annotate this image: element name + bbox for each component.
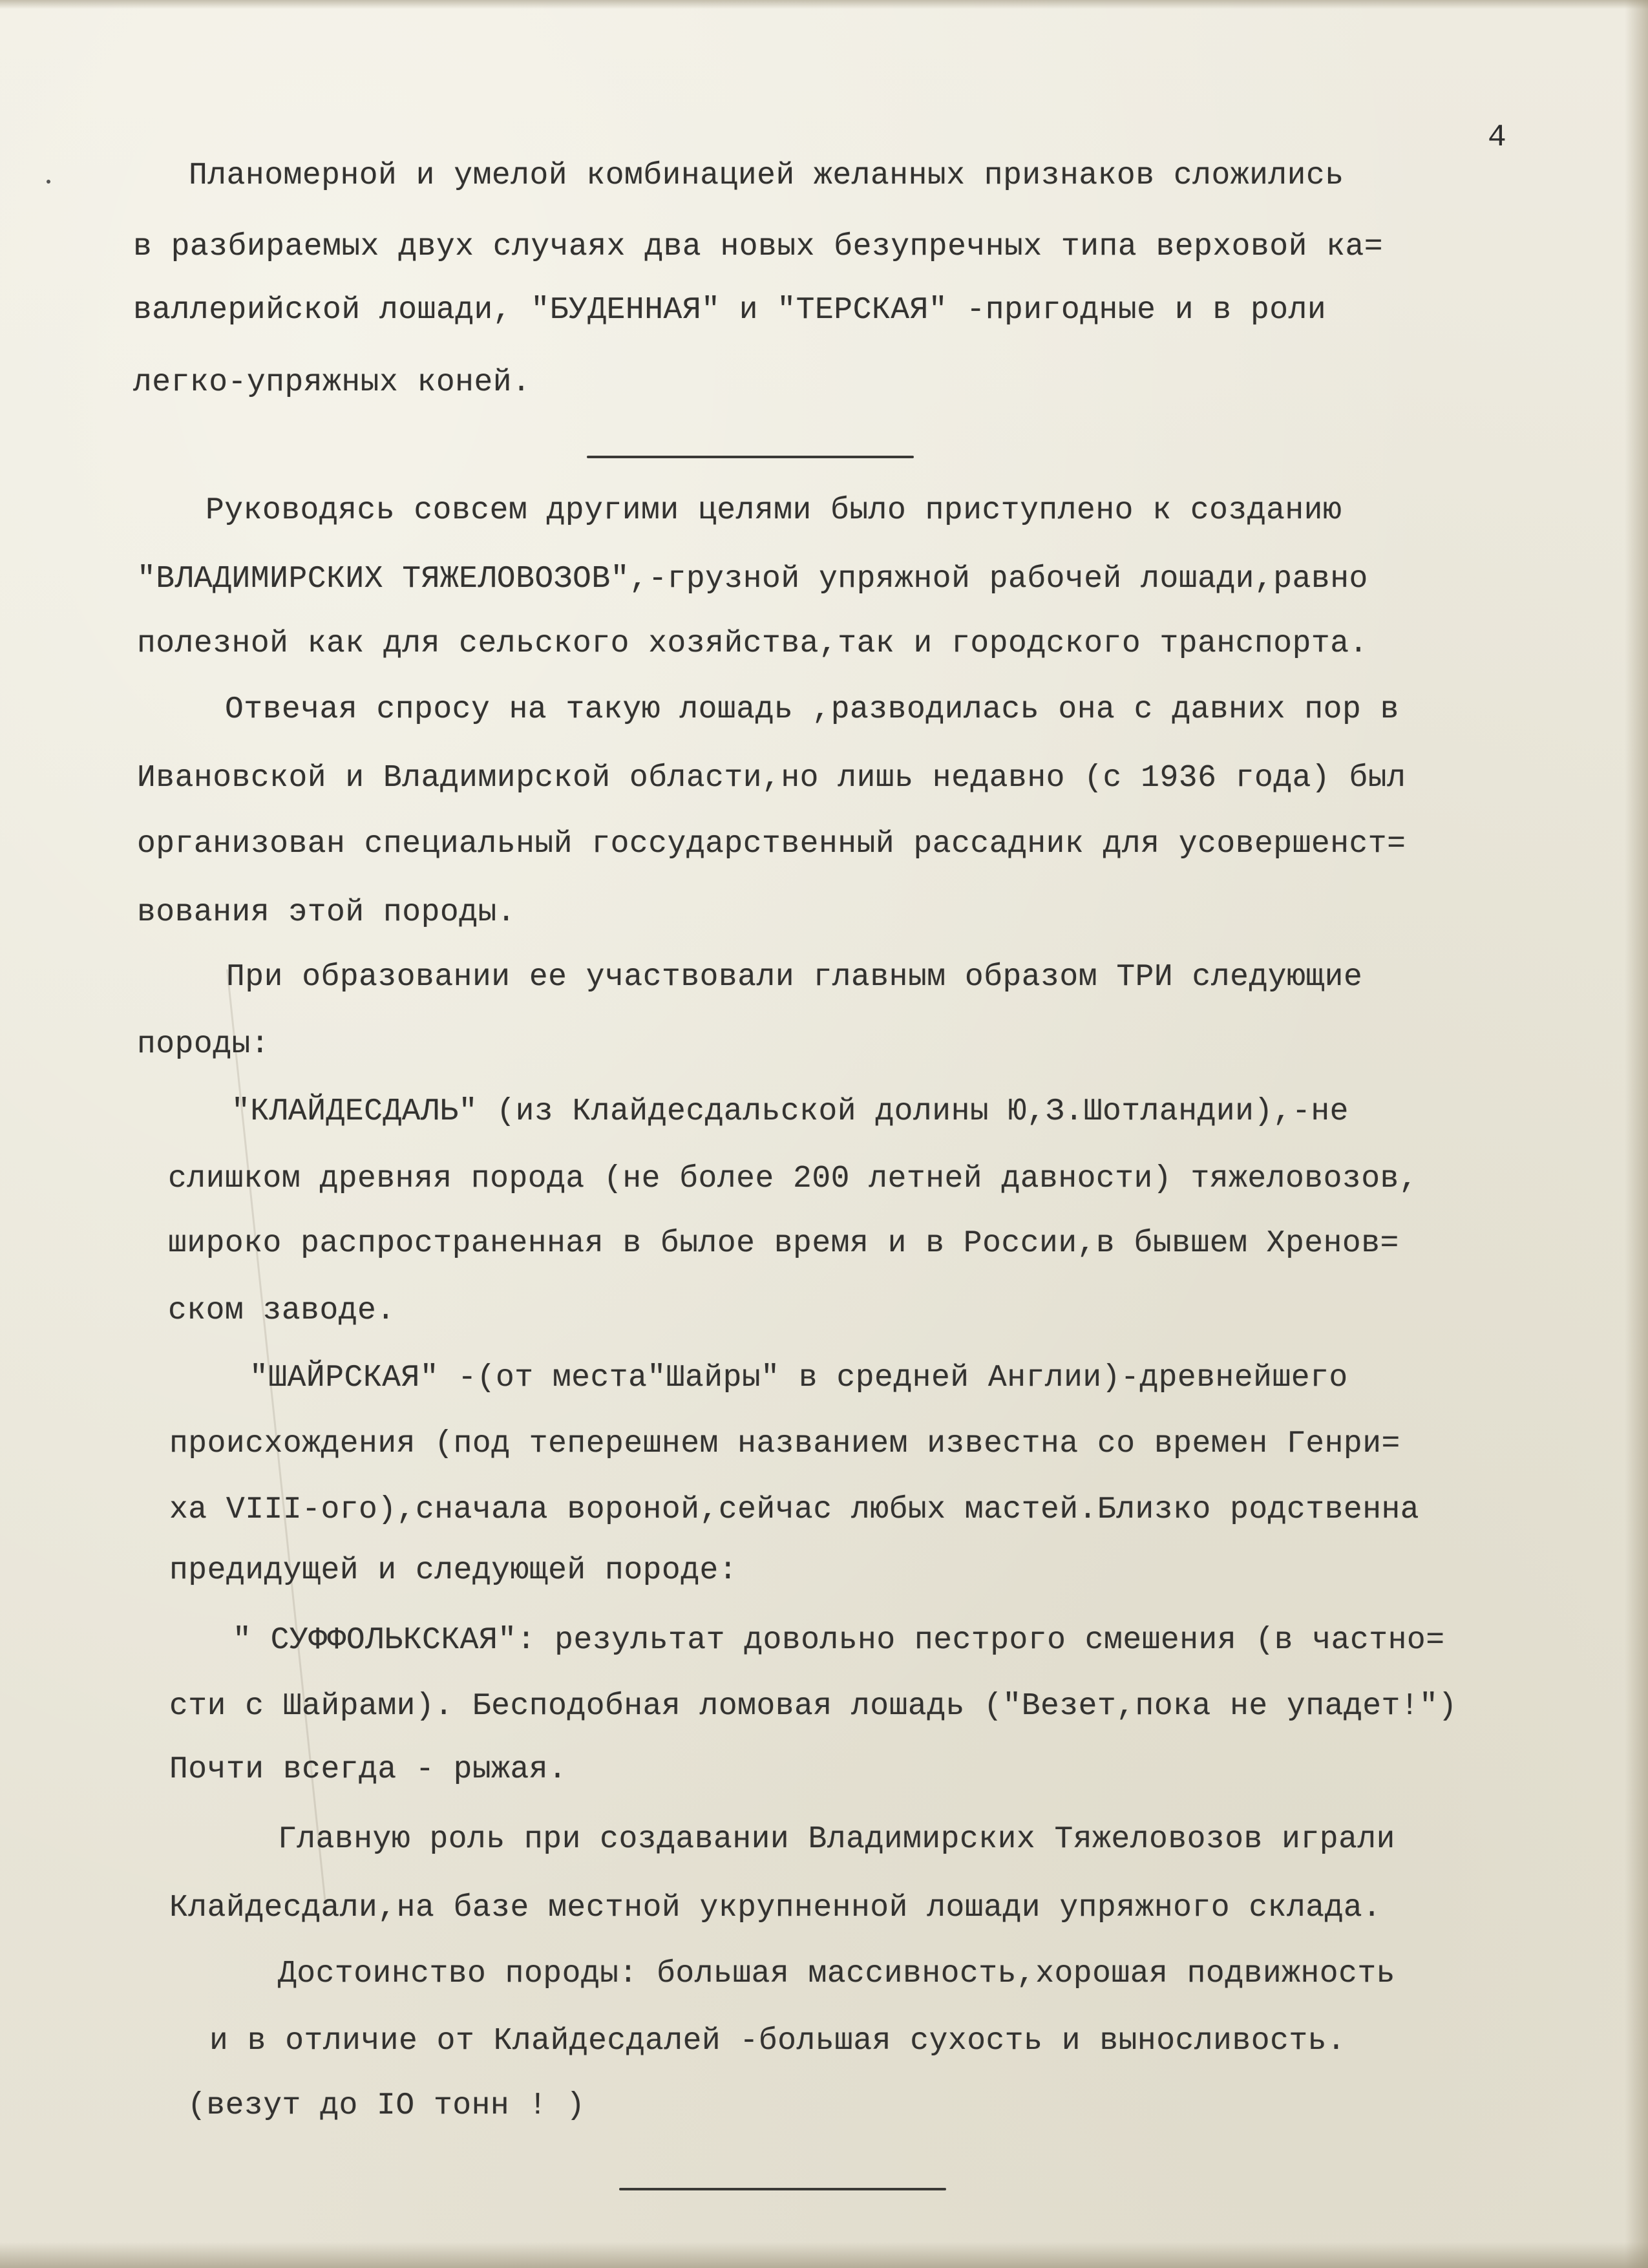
text-line: " СУФФОЛЬКСКАЯ": результат довольно пестрого смешения (в частно= (233, 1623, 1445, 1658)
text-line: Планомерной и умелой комбинацией желанных признаков сложились (189, 158, 1344, 193)
text-line: "ШАЙРСКАЯ" -(от места"Шайры" в средней Англии)-древнейшего (249, 1361, 1348, 1395)
text-line: слишком древняя порода (не более 200 летней давности) тяжеловозов, (168, 1161, 1419, 1196)
text-line: (везут до IO тонн ! ) (187, 2088, 586, 2123)
text-line: Ивановской и Владимирской области,но лишь недавно (с 1936 года) был (137, 761, 1406, 796)
text-line: Руководясь совсем другими целями было приступлено к созданию (206, 493, 1342, 528)
text-line: "ВЛАДИМИРСКИХ ТЯЖЕЛОВОЗОВ",-грузной упряжной рабочей лошади,равно (137, 562, 1368, 597)
text-line: сти с Шайрами). Бесподобная ломовая лошадь ("Везет,пока не упадет!") (169, 1689, 1457, 1724)
text-line: При образовании ее участвовали главным образом ТРИ следующие (226, 960, 1363, 995)
text-line: валлерийской лошади, "БУДЕННАЯ" и "ТЕРСКАЯ" -пригодные и в роли (133, 293, 1327, 328)
text-line: Главную роль при создавании Владимирских Тяжеловозов играли (278, 1822, 1395, 1857)
text-line: Достоинство породы: большая массивность,хорошая подвижность (278, 1956, 1395, 1991)
text-line: Клайдесдали,на базе местной укрупненной лошади упряжного склада. (169, 1891, 1382, 1925)
text-line: и в отличие от Клайдесдалей -большая сухость и выносливость. (209, 2024, 1346, 2059)
text-line: вования этой породы. (137, 895, 516, 930)
text-line: организован специальный госсударственный рассадник для усовершенст= (137, 827, 1406, 862)
text-line: ха VIII-ого),сначала вороной,сейчас любых мастей.Близко родственна (169, 1492, 1420, 1527)
text-line: "КЛАЙДЕСДАЛЬ" (из Клайдесдальской долины Ю,З.Шотландии),-не (231, 1094, 1349, 1129)
text-line: происхождения (под теперешнем названием известна со времен Генри= (169, 1426, 1400, 1461)
text-line: Отвечая спросу на такую лошадь ,разводилась она с давних пор в (225, 692, 1399, 727)
text-line: легко-упряжных коней. (133, 365, 531, 400)
text-line: Почти всегда - рыжая. (169, 1752, 567, 1787)
end-divider (619, 2188, 946, 2190)
text-line: предидущей и следующей породе: (169, 1553, 738, 1588)
text-line: породы: (137, 1027, 270, 1062)
text-line: широко распространенная в былое время и в России,в бывшем Хренов= (168, 1226, 1399, 1261)
text-line: ском заводе. (168, 1293, 396, 1328)
page-number: 4 (1488, 120, 1506, 155)
text-line: в разбираемых двух случаях два новых безупречных типа верховой ка= (133, 229, 1384, 264)
section-divider (587, 456, 914, 458)
text-line: полезной как для сельского хозяйства,так и городского транспорта. (137, 626, 1368, 661)
